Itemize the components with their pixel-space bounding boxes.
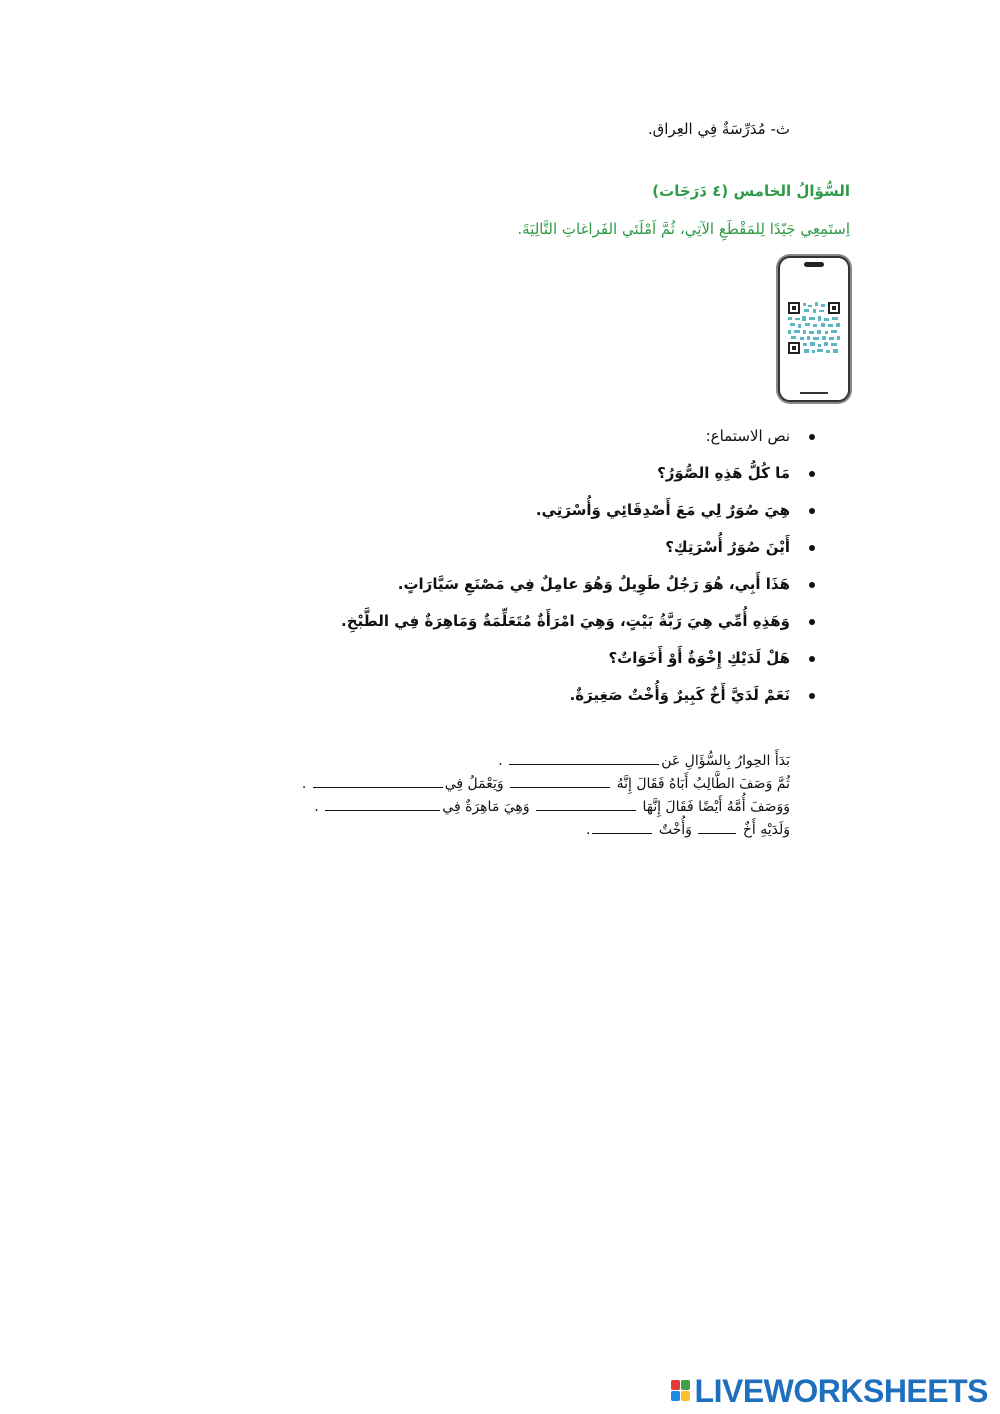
qr-code-phone-icon[interactable] [778,256,850,402]
logo-icon [671,1380,691,1402]
fill-line-4: وَلَدَيْهِ أَخٌ وَأُخْتٌ . [302,819,790,842]
phone-notch [804,262,824,267]
blank-input-1[interactable] [509,750,659,765]
liveworksheets-logo [671,1374,988,1408]
listening-line: هَلْ لَدَيْكِ إِخْوَةٌ أَوْ أَخَوَاتٌ؟ [341,640,790,677]
phone-home-bar [800,392,828,394]
listening-line: أَيْنَ صُوَرُ أُسْرَتِكِ؟ [341,529,790,566]
listening-line: هِيَ صُوَرٌ لِي مَعَ أَصْدِقَائِي وَأُسْرَتِي. [341,492,790,529]
blank-input-4[interactable] [536,796,636,811]
fill-line-2: ثُمَّ وَصَفَ الطَّالِبُ أَبَاهُ فَقَالَ إِنَّهُ وَيَعْمَلُ فِي . [302,773,790,796]
blank-input-7[interactable] [592,819,652,834]
question-5-instruction: اِستَمِعِي جَيّدًا لِلمَقْطَعِ الآتِي، ثُمَّ اَمْلَئي الفَراغاتِ التَّالِيَةَ. [517,220,850,238]
blank-input-2[interactable] [510,773,610,788]
answer-option-t: ث- مُدَرِّسَةٌ فِي العِراق. [647,120,790,138]
fill-in-blanks-section [302,750,790,842]
listening-line: نَعَمْ لَدَيَّ أَخٌ كَبِيرٌ وَأُخْتٌ صَغِيرَةٌ. [341,677,790,714]
listening-line: هَذَا أَبِي، هُوَ رَجُلٌ طَوِيلٌ وَهُوَ عامِلٌ فِي مَصْنَعِ سَيَّارَاتٍ. [341,566,790,603]
listening-line: وَهَذِهِ أُمِّي هِيَ رَبَّةُ بَيْتٍ، وَهِيَ امْرَأَةٌ مُتَعَلِّمَةٌ وَمَاهِرَةٌ فِي الطَّبْخِ. [341,603,790,640]
logo-text: LIVEWORKSHEETS [694,1372,988,1409]
listening-line: مَا كُلُّ هَذِهِ الصُّوَرُ؟ [341,455,790,492]
qr-code [788,302,840,354]
listening-text-list [341,418,790,714]
blank-input-3[interactable] [313,773,443,788]
listening-label: نص الاستماع: [341,418,790,455]
blank-input-5[interactable] [325,796,440,811]
question-5-title: السُّؤالُ الخامس (٤ دَرَجَات) [652,182,850,200]
blank-input-6[interactable] [698,819,736,834]
fill-line-3: وَوَصَفَ أُمَّهُ أَيْضًا فَقَالَ إِنَّهَا وَهِيَ مَاهِرَةٌ فِي . [302,796,790,819]
fill-line-1: بَدَأَ الحِوارُ بِالسُّؤَالِ عَن . [302,750,790,773]
